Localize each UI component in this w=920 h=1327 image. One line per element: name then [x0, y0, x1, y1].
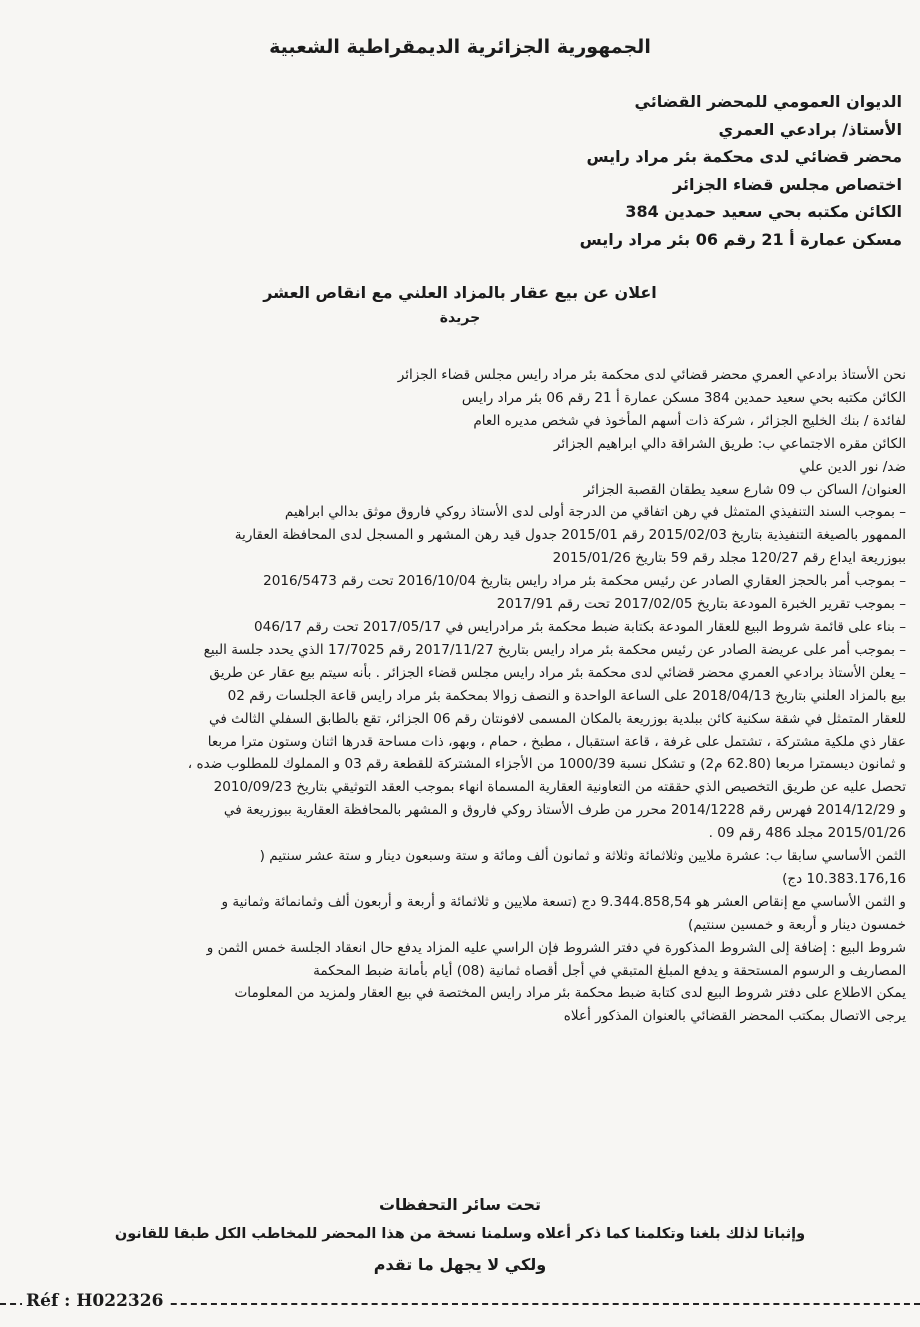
body-line: ببوزريعة ايداع رقم 120/27 مجلد رقم 59 بتاريخ 2015/01/26	[552, 550, 906, 567]
closing-statement: وإثباتا لذلك بلغنا وتكلمنا كما ذكر أعلاه وسلمنا نسخة من هذا المحضر للمخاطب الكل طبقا للقانون	[114, 1226, 806, 1242]
body-line: – بموجب تقرير الخبرة المودعة بتاريخ 2017/02/05 تحت رقم 2017/91	[496, 596, 906, 613]
body-line: يرجى الاتصال بمكتب المحضر القضائي بالعنوان المذكور أعلاه	[563, 1008, 906, 1025]
body-line: الكائن مكتبه بحي سعيد حمدين 384 مسكن عمارة أ 21 رقم 06 بئر مراد رايس	[461, 389, 906, 406]
body-line: العنوان/ الساكن ب 09 شارع سعيد يطقان القصبة الجزائر	[583, 481, 906, 498]
notice-body	[14, 364, 906, 1028]
republic-heading: الجمهورية الجزائرية الديمقراطية الشعبية	[269, 36, 651, 58]
body-line: شروط البيع : إضافة إلى الشروط المذكورة في دفتر الشروط فإن الراسي عليه المزاد يدفع حال انعقاد الجلسة خمس الثمن و	[206, 939, 906, 956]
body-line: الثمن الأساسي سابقا ب: عشرة ملايين وثلاثمائة وثلاثة و ثمانون ألف ومائة و ستة وسبعون دينار و ستة عشر سنتيم (	[259, 848, 906, 865]
body-line: – بموجب أمر بالحجز العقاري الصادر عن رئيس محكمة بئر مراد رايس بتاريخ 2016/10/04 تحت رقم 2016/5473	[263, 573, 906, 590]
body-line: ضد/ نور الدين علي	[799, 458, 906, 475]
body-line: – يعلن الأستاذ برادعي العمري محضر قضائي لدى محكمة بئر مراد رايس مجلس قضاء الجزائر . بأنه سيتم بيع عقار عن طريق	[209, 664, 906, 681]
body-line: يمكن الاطلاع على دفتر شروط البيع لدى كتابة ضبط محكمة بئر مراد رايس المختصة في بيع العقار ولمزيد من المعلومات	[234, 985, 906, 1002]
notice-title: اعلان عن بيع عقار بالمزاد العلني مع انقاص العشر	[263, 283, 657, 302]
body-line: 2015/01/26 مجلد 486 رقم 09 .	[708, 825, 906, 842]
body-line: بيع بالمزاد العلني بتاريخ 2018/04/13 على الساعة الواحدة و النصف زوالا بمحكمة بئر مراد رايس قاعة الجلسات رقم 02	[227, 687, 906, 704]
header-line: الديوان العمومي للمحضر القضائي	[634, 92, 902, 111]
body-line: المصاريف و الرسوم المستحقة و يدفع المبلغ المتبقي في أجل أقصاه ثمانية (08) أيام بأمانة ضبط المحكمة	[313, 962, 906, 979]
reference-number: Réf : H022326	[22, 1291, 167, 1311]
header-line: الكائن مكتبه بحي سعيد حمدين 384	[625, 202, 902, 222]
body-line: 10.383.176,16 دج)	[782, 870, 906, 887]
body-line: – بموجب أمر على عريضة الصادر عن رئيس محكمة بئر مراد رايس بتاريخ 2017/11/27 رقم 17/7025 الذي يحدد جلسة البيع	[203, 641, 906, 658]
body-line: و الثمن الأساسي مع إنقاص العشر هو 9.344.858,54 دج (تسعة ملايين و ثلاثمائة و أربعة و أربعون ألف وثمانمائة وثمانية و	[221, 893, 906, 910]
header-line: اختصاص مجلس قضاء الجزائر	[673, 174, 902, 194]
body-line: عقار ذي ملكية مشتركة ، تشتمل على غرفة ، قاعة استقبال ، مطبخ ، حمام ، وبهو، ذات مساحة قدرها اثنان وستون مترا مربعا	[207, 733, 906, 750]
body-line: – بناء على قائمة شروط البيع للعقار المودعة بكتابة ضبط محكمة بئر مرادرايس في 2017/05/17 تحت رقم 046/17	[254, 618, 906, 635]
body-line: تحصل عليه عن طريق التخصيص الذي حققته من التعاونية العقارية المسماة انهاء بموجب العقد التوثيقي بتاريخ 2010/09/23	[213, 779, 906, 796]
body-line: و ثمانون ديسمترا مربعا (62.80 م2) و تشكل نسبة 1000/39 من الأجزاء المشتركة للقطعة رقم 03 و المملوك للمطلوب ضده ،	[187, 756, 906, 773]
body-line: و 2014/12/29 فهرس رقم 2014/1228 محرر من طرف الأستاذ روكي فاروق و المشهر بالمحافظة العقارية ببوزريعة في	[223, 802, 906, 819]
body-line: الممهور بالصيغة التنفيذية بتاريخ 2015/02/03 رقم 2015/01 جدول قيد رهن المشهر و المسجل لدى المحافظة العقارية	[234, 527, 906, 544]
body-line: خمسون دينار و أربعة و خمسين سنتيم)	[688, 916, 906, 933]
body-line: للعقار المتمثل في شقة سكنية كائن ببلدية بوزريعة بالمكان المسمى لافونتان رقم 06 الجزائر، تقع بالطابق السفلي الثالث في	[209, 710, 906, 727]
bailiff-header	[142, 88, 902, 254]
header-line: محضر قضائي لدى محكمة بئر مراد رايس	[586, 147, 902, 167]
notice-subtitle: جريدة	[439, 310, 481, 326]
closing-final: ولكي لا يجهل ما تقدم	[373, 1255, 547, 1274]
body-line: نحن الأستاذ برادعي العمري محضر قضائي لدى محكمة بئر مراد رايس مجلس قضاء الجزائر	[397, 367, 906, 383]
header-line: الأستاذ/ برادعي العمري	[718, 119, 902, 139]
closing-title: تحت سائر التحفظات	[378, 1195, 542, 1214]
body-line: – بموجب السند التنفيذي المتمثل في رهن اتفاقي من الدرجة أولى لدى الأستاذ روكي فاروق موثق بدالي ابراهيم	[284, 504, 906, 521]
header-line: مسكن عمارة أ 21 رقم 06 بئر مراد رايس	[579, 229, 902, 249]
body-line: لفائدة / بنك الخليج الجزائر ، شركة ذات أسهم المأخوذ في شخص مديره العام	[473, 412, 906, 429]
body-line: الكائن مقره الاجتماعي ب: طريق الشراقة دالي ابراهيم الجزائر	[553, 435, 906, 452]
